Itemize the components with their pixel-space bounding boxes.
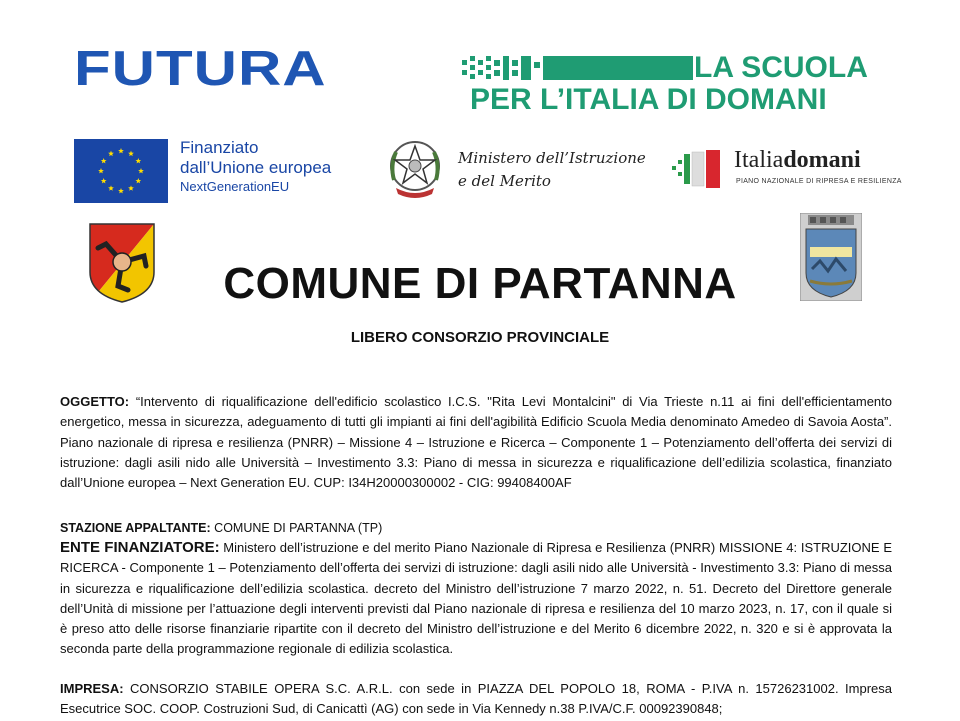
ente-label: ENTE FINANZIATORE:	[60, 539, 220, 556]
scuola-line-2: PER L’ITALIA DI DOMANI	[470, 83, 827, 116]
oggetto-label: OGGETTO:	[60, 394, 130, 409]
italian-emblem-icon	[386, 136, 444, 204]
ente-paragraph	[60, 538, 892, 660]
page-subtitle: LIBERO CONSORZIO PROVINCIALE	[350, 329, 610, 346]
stazione-paragraph	[60, 518, 892, 538]
ministero-logo-text	[458, 147, 646, 193]
eu-line-3: NextGenerationEU	[180, 179, 290, 194]
italia-word: Italia	[734, 147, 784, 173]
eu-funding-text	[180, 138, 380, 196]
stazione-text: COMUNE DI PARTANNA (TP)	[210, 521, 383, 535]
ente-text: Ministero dell’istruzione e del merito Piano Nazionale di Ripresa e Resilienza (PNRR) MISSIONE 4: ISTRUZIONE E RICERCA - Componente 1 – Potenziamento dell’offerta dei servizi di istruzione: dagli asili nido alle Università - Investimento 3.3: Piano di messa in sicurezza e riqualificazione dell’edilizia scolastica. decreto del Ministro dell’istruzione 7 marzo 2022, n. 51. Decreto del Direttore generale dell’Unità di missione per l’attuazione degli interventi previsti dal Piano nazionale di ripresa e resilienza del 10 marzo 2023, n. 17, con il quale si è preso atto delle risorse finanziarie ripartite con il decreto del Ministro dell’istruzione e del Merito 6 dicembre 2022, n. 320 e si è approvata la seconda parte della programmazione regionale di edilizia scolastica.	[60, 540, 892, 657]
impresa-text: CONSORZIO STABILE OPERA S.C. A.R.L. con sede in PIAZZA DEL POPOLO 18, ROMA - P.IVA n. 15726231002. Impresa Esecutrice SOC. COOP. Costruzioni Sud, di Canicattì (AG) con sede in Via Kennedy n.38 P.IVA/C.F. 00092390848;	[60, 681, 892, 717]
eu-line-2: dall’Unione europea	[180, 158, 332, 177]
futura-logo: FUTURA	[74, 40, 327, 96]
italia-domani-flag-icon	[672, 148, 722, 192]
scuola-line-1: LA SCUOLA	[694, 51, 868, 84]
ministero-line-1: Ministero dell’Istruzione	[458, 149, 646, 167]
eu-flag-icon	[74, 139, 168, 203]
italia-domani-logo	[734, 146, 861, 174]
oggetto-paragraph	[60, 392, 892, 493]
pixel-stripe-icon	[462, 56, 694, 82]
impresa-label: IMPRESA:	[60, 681, 124, 696]
ministero-line-2: e del Merito	[458, 172, 551, 190]
oggetto-text: “Intervento di riqualificazione dell'edificio scolastico I.C.S. "Rita Levi Montalcini" di Via Trieste n.11 ai fini dell'efficientamento energetico, messa in sicurezza, adeguamento di tutti gli impianti ai fini dell'agibilità Edificio Scuola Media denominato Amedeo di Savoia Aosta”. Piano nazionale di ripresa e resilienza (PNRR) – Missione 4 – Istruzione e Ricerca – Componente 1 – Potenziamento dell’offerta dei servizi di istruzione: dagli asili nido alle Università – Investimento 3.3: Piano di messa in sicurezza e riqualificazione dell’edilizia scolastica, finanziato dall’Unione europea – Next Generation EU. CUP: I34H20000300002 - CIG: 99408400AF	[60, 394, 892, 491]
stazione-label: STAZIONE APPALTANTE:	[60, 521, 211, 535]
eu-line-1: Finanziato	[180, 138, 259, 157]
impresa-paragraph	[60, 679, 892, 720]
italia-domani-subtitle: PIANO NAZIONALE DI RIPRESA E RESILIENZA	[736, 178, 902, 185]
page-title: COMUNE DI PARTANNA	[223, 259, 737, 308]
domani-word: domani	[783, 147, 861, 173]
